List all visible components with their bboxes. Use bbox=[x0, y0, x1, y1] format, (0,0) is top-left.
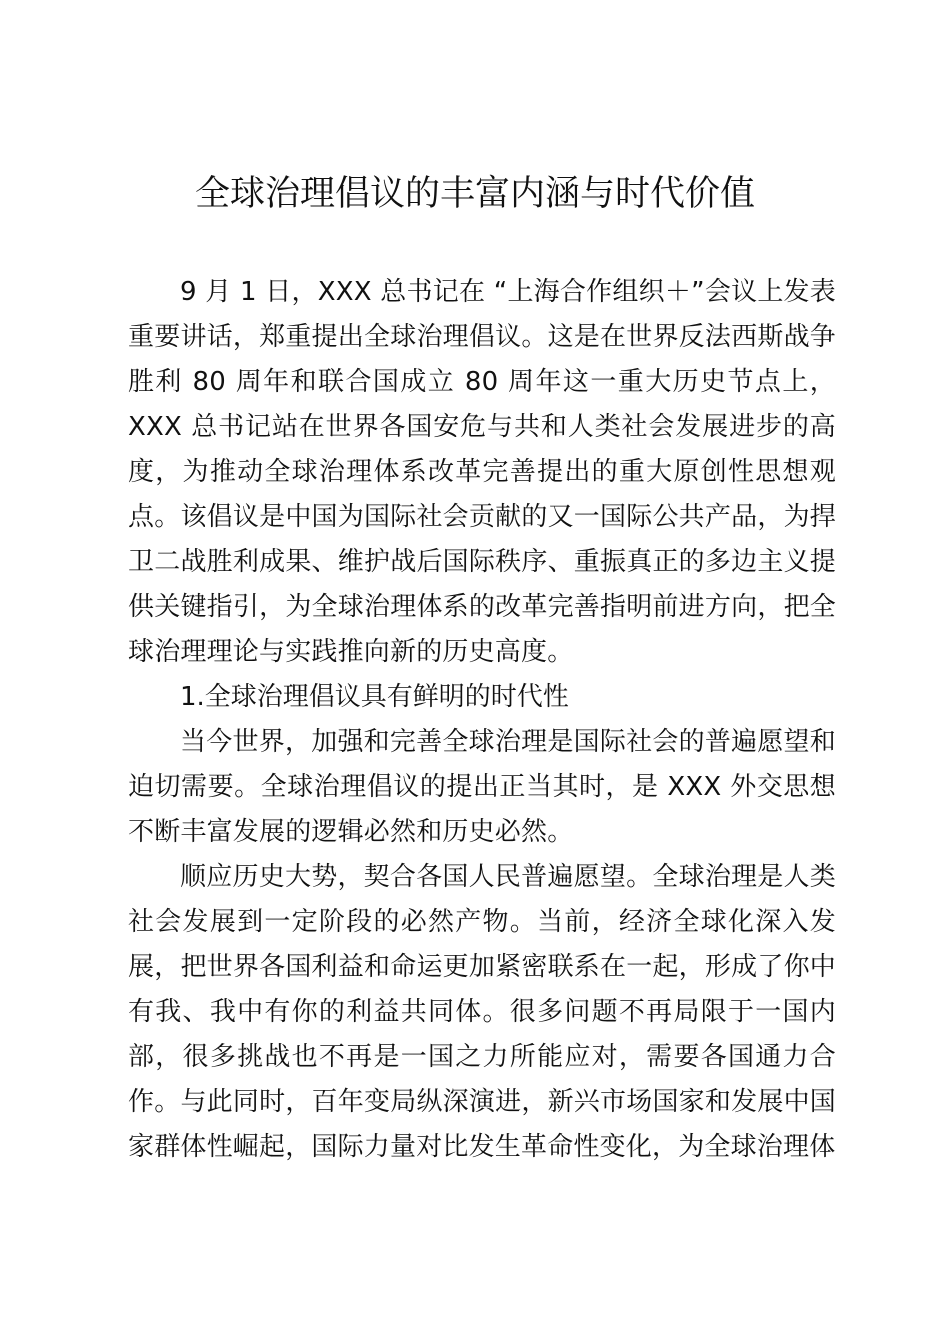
section-heading-1: 1.全球治理倡议具有鲜明的时代性 bbox=[180, 682, 569, 712]
paragraph-3: 顺应历史大势，契合各国人民普遍愿望。全球治理是人类社会发展到一定阶段的必然产物。当前，经济全球化深入发展，把世界各国利益和命运更加紧密联系在一起，形成了你中有我、我中有你的利益共同体。很多问题不再局限于一国内部，很多挑战也不再是一国之力所能应对，需要各国通力合作。与此同时，百年变局纵深演进，新兴市场国家和发展中国家群体性崛起，国际力量对比发生革命性变化，为全球治理体 bbox=[128, 862, 836, 1162]
document-title: 全球治理倡议的丰富内涵与时代价值 bbox=[194, 174, 755, 214]
paragraph-2: 当今世界，加强和完善全球治理是国际社会的普遍愿望和迫切需要。全球治理倡议的提出正当其时，是 XXX 外交思想不断丰富发展的逻辑必然和历史必然。 bbox=[128, 727, 836, 847]
document-body bbox=[128, 270, 836, 1170]
paragraph-intro: 9 月 1 日，XXX 总书记在 “上海合作组织＋”会议上发表重要讲话，郑重提出全球治理倡议。这是在世界反法西斯战争胜利 80 周年和联合国成立 80 周年这一重大历史节点上，XXX 总书记站在世界各国安危与共和人类社会发展进步的高度，为推动全球治理体系改革完善提出的重大原创性思想观点。该倡议是中国为国际社会贡献的又一国际公共产品，为捍卫二战胜利成果、维护战后国际秩序、重振真正的多边主义提供关键指引，为全球治理体系的改革完善指明前进方向，把全球治理理论与实践推向新的历史高度。 bbox=[128, 277, 836, 667]
